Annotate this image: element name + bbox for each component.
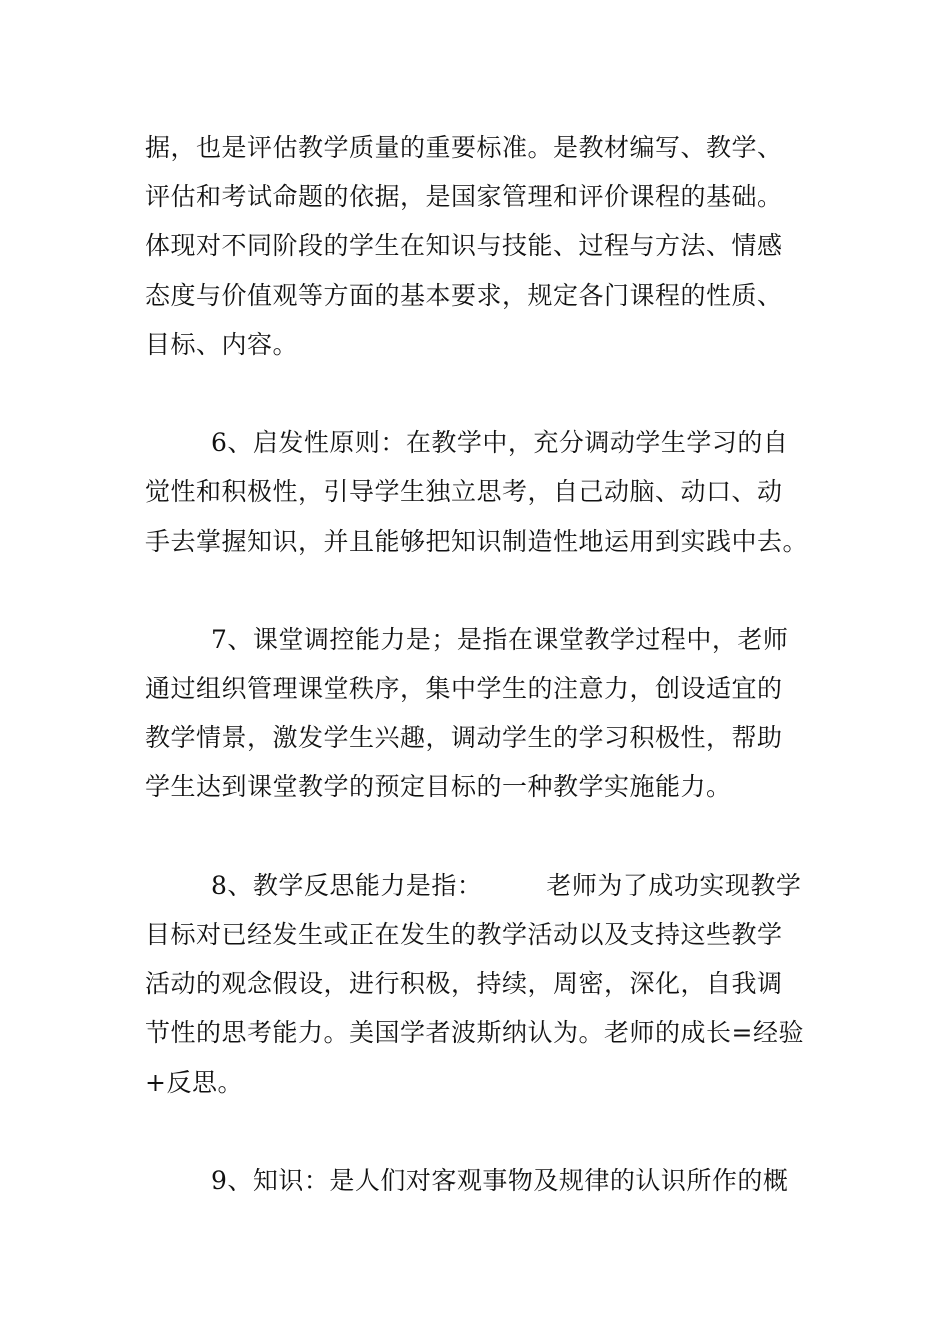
text-line: 9、知识：是人们对客观事物及规律的认识所作的概 — [211, 1165, 789, 1195]
text-line: 节性的思考能力。美国学者波斯纳认为。老师的成长=经验 — [145, 1018, 804, 1048]
text-line: 体现对不同阶段的学生在知识与技能、过程与方法、情感 — [145, 231, 783, 261]
text-line: 态度与价值观等方面的基本要求，规定各门课程的性质、 — [145, 280, 783, 310]
paragraph-item-7 — [145, 615, 810, 812]
text-line: 6、启发性原则：在教学中，充分调动学生学习的自 — [211, 428, 789, 458]
text-line: 据，也是评估教学质量的重要标准。是教材编写、教学、 — [145, 133, 783, 162]
text-line: 手去掌握知识，并且能够把知识制造性地运用到实践中去。 — [145, 526, 809, 556]
paragraph-standard-continuation — [145, 123, 810, 369]
paragraph-item-9 — [145, 1156, 810, 1205]
text-line: 评估和考试命题的依据，是国家管理和评价课程的基础。 — [145, 182, 783, 212]
document-body — [145, 123, 810, 1205]
paragraph-item-8 — [145, 861, 810, 1107]
text-line: 目标、内容。 — [145, 329, 299, 359]
text-line: 觉性和积极性，引导学生独立思考，自己动脑、动口、动 — [145, 477, 783, 507]
text-line: 7、课堂调控能力是；是指在课堂教学过程中，老师 — [211, 624, 789, 654]
text-line: 活动的观念假设，进行积极，持续，周密，深化，自我调 — [145, 969, 783, 999]
text-line: 学生达到课堂教学的预定目标的一种教学实施能力。 — [145, 772, 732, 802]
text-line: 教学情景，激发学生兴趣，调动学生的学习积极性，帮助 — [145, 723, 783, 753]
paragraph-item-6 — [145, 418, 810, 566]
text-line: 8、教学反思能力是指： 老师为了成功实现教学 — [211, 870, 802, 900]
text-line: 目标对已经发生或正在发生的教学活动以及支持这些教学 — [145, 920, 783, 949]
text-line: +反思。 — [145, 1067, 243, 1097]
text-line: 通过组织管理课堂秩序，集中学生的注意力，创设适宜的 — [145, 674, 783, 704]
